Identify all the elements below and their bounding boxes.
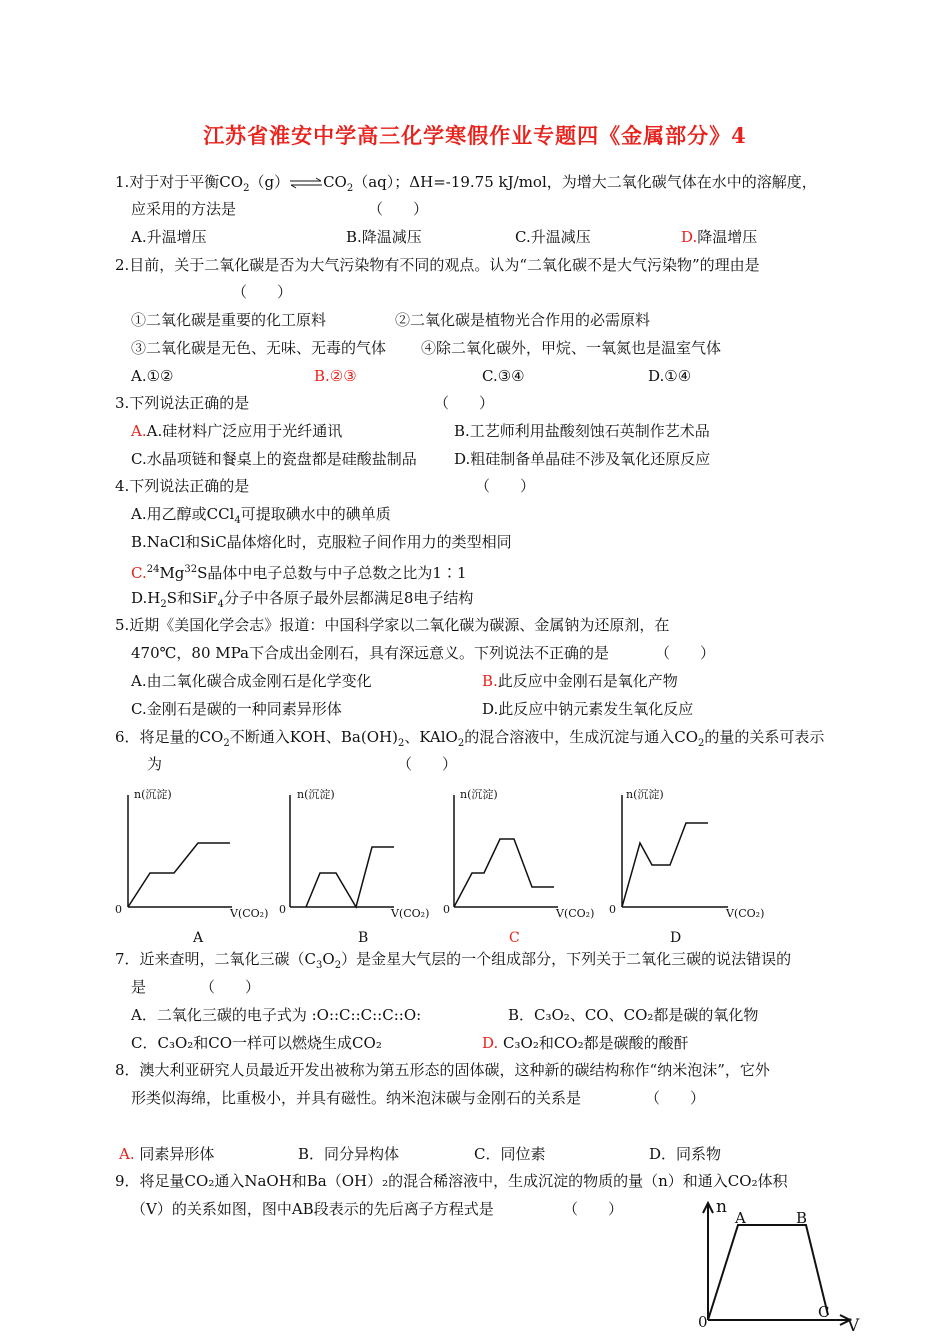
q2-item-2: ②二氧化碳是植物光合作用的必需原料 [395,311,651,329]
q6-graph-c-label: C [509,930,520,946]
q4-option-c: C.$^{24}$Mg$^{32}$S晶体中电子总数与中子总数之比为1∶1 [131,564,467,582]
q6-graph-b-xlabel: V(CO₂) [391,907,430,920]
q3-option-c: C.水晶项链和餐桌上的瓷盘都是硅酸盐制品 [131,450,417,468]
q6-graph-d-origin: 0 [609,903,616,916]
q2-paren: （ ） [232,283,293,301]
q2-stem: 2.目前，关于二氧化碳是否为大气污染物有不同的观点。认为“二氧化碳不是大气污染物”的理由是 [115,256,760,274]
q9-graph [688,1195,868,1335]
q1-option-d-text: 降温增压 [697,228,758,246]
q3-paren: （ ） [434,394,495,412]
q6-graph-a-xlabel: V(CO₂) [230,907,269,920]
q6-graph-a [112,785,272,925]
q6-graph-b [276,785,436,925]
q4-option-b: B.NaCl和SiC晶体熔化时，克服粒子间作用力的类型相同 [131,533,512,551]
q1-option-d: D.降温增压 [681,228,758,246]
q4-stem: 4.下列说法正确的是 [115,477,250,495]
q2-item-3: ③二氧化碳是无色、无味、无毒的气体 [131,339,387,357]
q2-item-1: ①二氧化碳是重要的化工原料 [131,311,327,329]
q5-option-b-text: 此反应中金刚石是氧化产物 [497,672,678,690]
q4-option-d: $D.H_2S$和SiF$_4$分子中各原子最外层都满足8电子结构 [131,589,474,610]
q6-graph-d [604,785,774,925]
q9-graph-ylabel: n [716,1197,727,1217]
q6-graph-b-label: B [358,930,369,946]
q8-option-a: A. 同素异形体 [119,1145,215,1163]
q5-stem-2: 470℃，80 MPa下合成出金刚石，具有深远意义。下列说法不正确的是 [131,644,609,662]
q6-graph-c-xlabel: V(CO₂) [556,907,595,920]
q1-option-c: C.升温减压 [515,228,591,246]
q1-option-a: A.升温增压 [131,228,207,246]
q6-graph-c [440,785,600,925]
q6-graph-d-label: D [670,930,682,946]
q9-paren: （ ） [563,1200,624,1218]
q7-stem-2: 是 [131,978,147,996]
q6-graph-d-xlabel: V(CO₂) [726,907,765,920]
q1-stem: 1.对于对于平衡$CO_2(g)$ $CO_2(aq)$；ΔH=-19.75 kJ/mol，为增大二氧化碳气体在水中的溶解度， [115,173,817,194]
q9-graph-point-c: C [818,1303,830,1321]
q9-graph-xlabel: V [847,1316,860,1336]
q9-graph-point-a: A [735,1209,746,1227]
q6-graph-a-label: A [193,930,204,946]
q6-graph-b-ylabel: n(沉淀) [297,788,335,801]
q2-option-c: C.③④ [482,367,525,385]
q1-option-b: B.降温减压 [346,228,422,246]
q8-option-d: D．同系物 [649,1145,722,1163]
q6-paren: （ ） [397,755,458,773]
q5-option-a: A.由二氧化碳合成金刚石是化学变化 [131,672,372,690]
q8-stem: 8．澳大利亚研究人员最近开发出被称为第五形态的固体碳，这种新的碳结构称作“纳米泡沫”，它外 [115,1061,770,1079]
q9-stem: 9．将足量CO₂通入NaOH和Ba（OH）₂的混合稀溶液中，生成沉淀的物质的量（n）和通入CO₂体积 [115,1172,788,1190]
q5-stem: 5.近期《美国化学会志》报道：中国科学家以二氧化碳为碳源、金属钠为还原剂，在 [115,616,670,634]
q8-option-b: B．同分异构体 [298,1145,400,1163]
equilibrium-arrow-icon [289,177,323,189]
q1-paren: （ ） [368,200,429,218]
q7-paren: （ ） [200,978,261,996]
q3-stem: 3.下列说法正确的是 [115,394,250,412]
q8-stem-2: 形类似海绵，比重极小，并具有磁性。纳米泡沫碳与金刚石的关系是 [131,1089,582,1107]
q6-stem: 6．将足量的$CO_2$不断通入KOH、$Ba(OH)_2$、KAlO$_2$的混合溶液中，生成沉淀与通入$CO_2$的量的关系可表示 [115,728,825,749]
q4-option-a: A.用乙醇或CCl$_4$可提取碘水中的碘单质 [131,505,391,526]
q6-graph-b-origin: 0 [279,903,286,916]
q6-graph-c-origin: 0 [443,903,450,916]
q6-graph-a-ylabel: n(沉淀) [134,788,172,801]
q3-option-a: A.A.硅材料广泛应用于光纤通讯 [131,422,343,440]
q8-option-c: C．同位素 [474,1145,546,1163]
q9-stem-2: （V）的关系如图，图中AB段表示的先后离子方程式是 [131,1200,494,1218]
q7-option-d: D. C₃O₂和CO₂都是碳酸的酸酐 [482,1034,689,1052]
q3-option-d: D.粗硅制备单晶硅不涉及氧化还原反应 [454,450,711,468]
q5-option-d: D.此反应中钠元素发生氧化反应 [482,700,694,718]
q6-graph-d-ylabel: n(沉淀) [626,788,664,801]
q7-option-c: C．C₃O₂和CO一样可以燃烧生成CO₂ [131,1034,382,1052]
q5-option-c: C.金刚石是碳的一种同素异形体 [131,700,342,718]
q2-option-a: A.①② [131,367,174,385]
q3-option-b: B.工艺师利用盐酸刻蚀石英制作艺术品 [454,422,710,440]
q8-paren: （ ） [645,1089,706,1107]
q6-stem-2: 为 [147,755,163,773]
q6-graph-c-ylabel: n(沉淀) [460,788,498,801]
q8-option-a-text: 同素异形体 [134,1145,215,1163]
q6-graph-a-origin: 0 [115,903,122,916]
q5-paren: （ ） [655,644,716,662]
q7-option-a: A．二氧化三碳的电子式为 :O::C::C::C::O: [131,1006,422,1024]
q5-option-b: B.此反应中金刚石是氧化产物 [482,672,678,690]
q2-item-4: ④除二氧化碳外，甲烷、一氧氮也是温室气体 [421,339,722,357]
q9-graph-origin: 0 [698,1313,708,1331]
q7-stem: 7．近来查明，二氧化三碳$(C_3O_2)$是金星大气层的一个组成部分，下列关于二氧化三碳的说法错误的 [115,950,792,971]
q3-option-a-text: A.硅材料广泛应用于光纤通讯 [146,422,343,440]
q7-option-d-text: C₃O₂和CO₂都是碳酸的酸酐 [498,1034,689,1052]
q2-option-b: B.②③ [314,367,357,385]
q9-graph-point-b: B [796,1209,808,1227]
q4-paren: （ ） [475,477,536,495]
q7-option-b: B．C₃O₂、CO、CO₂都是碳的氧化物 [508,1006,759,1024]
q2-option-d: D.①④ [648,367,692,385]
q1-stem-2: 应采用的方法是 [131,200,237,218]
page-title: 江苏省淮安中学高三化学寒假作业专题四《金属部分》4 [203,123,747,148]
